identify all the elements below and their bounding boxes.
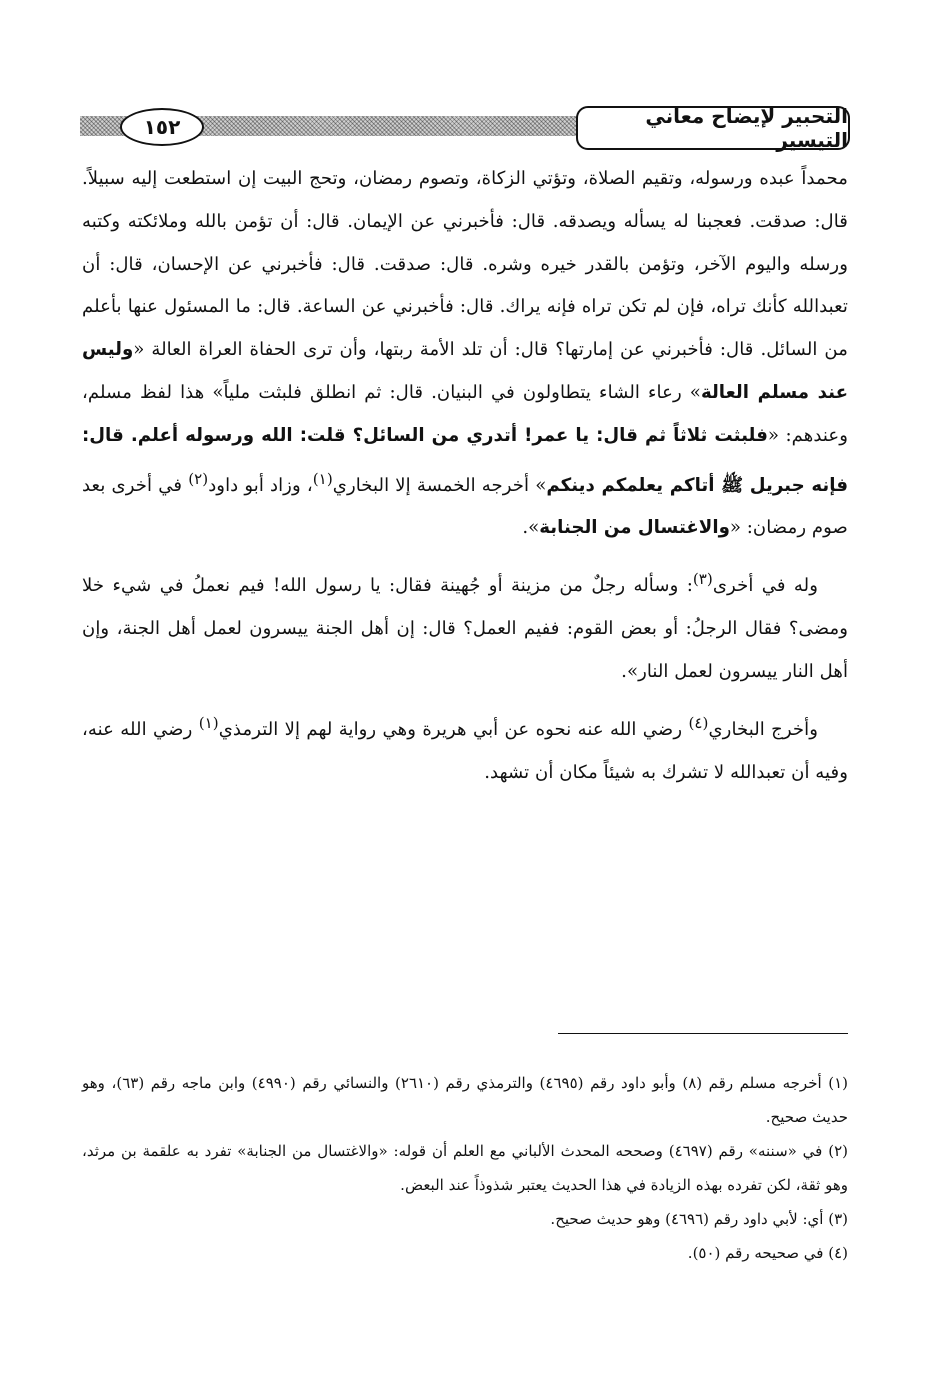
footnote-4: (٤) في صحيحه رقم (٥٠).	[687, 1244, 848, 1262]
text-segment: في أخرى بعد صوم رمضان: «	[82, 474, 848, 539]
bold-segment: والاغتسال من الجنابة	[539, 517, 730, 539]
page-header	[80, 104, 850, 152]
paragraph-3	[82, 702, 848, 795]
footnote-ref: (٤)	[688, 713, 709, 732]
paragraph-2	[82, 558, 848, 693]
text-segment: رضي الله عنه نحوه عن أبي هريرة وهي رواية لهم إلا الترمذي	[218, 718, 689, 740]
text-segment: وأخرج البخاري	[708, 718, 818, 740]
book-title: التحبير لإيضاح معاني التيسير	[576, 106, 850, 150]
footnote-1: (١) أخرجه مسلم رقم (٨) وأبو داود رقم (٤٦٩٥) والترمذي رقم (٢٦١٠) والنسائي رقم (٤٩٩٠) وابن ماجه رقم (٦٣)، وهو حديث صحيح.	[82, 1074, 848, 1126]
text-segment: » أخرجه الخمسة إلا البخاري	[332, 474, 547, 496]
footnotes	[82, 1066, 848, 1270]
footnote-2: (٢) في «سننه» رقم (٤٦٩٧) وصححه المحدث الألباني مع العلم أن قوله: «والاغتسال من الجنابة» تفرد به علقمة بن مرثد، وهو ثقة، لكن تفرده بهذه الزيادة في هذا الحديث يعتبر شذوذاً عند البعض.	[82, 1142, 848, 1194]
bold-segment: وليس عند مسلم العالة	[82, 339, 848, 403]
footnote-ref: (١)	[198, 713, 219, 732]
footnote-separator	[558, 1033, 848, 1034]
text-segment: ، وزاد أبو داود	[208, 474, 313, 496]
footnote-ref: (١)	[312, 469, 333, 488]
paragraph-1	[82, 158, 848, 550]
text-segment: ».	[522, 517, 540, 539]
footnote-ref: (٣)	[692, 570, 713, 589]
footnote-ref: (٢)	[188, 469, 209, 488]
text-segment: وله في أخرى	[712, 575, 818, 597]
page-number: ١٥٢	[120, 108, 204, 146]
text-segment: : وسأله رجلٌ من مزينة أو جُهينة فقال: يا رسول الله! فيم نعملُ في شيء خلا ومضى؟ فقال الرجلُ: أو بعض القوم: ففيم العمل؟ قال: إن أهل الجنة ييسرون لعمل أهل الجنة، وإن أهل النار ييسرون لعمل النار».	[82, 575, 848, 682]
bold-segment: فلبثت ثلاثاً ثم قال: يا عمر! أتدري من السائل؟ قلت: الله ورسوله أعلم. قال: فإنه جبريل ﷺ أتاكم يعلمكم دينكم	[82, 424, 848, 496]
main-text	[82, 158, 848, 794]
footnote-3: (٣) أي: لأبي داود رقم (٤٦٩٦) وهو حديث صحيح.	[550, 1210, 848, 1228]
text-segment: » رعاء الشاء يتطاولون في البنيان. قال: ثم انطلق فلبثت ملياً» هذا لفظ مسلم، وعندهم: «	[82, 381, 848, 446]
text-segment: محمداً عبده ورسوله، وتقيم الصلاة، وتؤتي الزكاة، وتصوم رمضان، وتحج البيت إن استطعت إليه سبيلاً. قال: صدقت. فعجبنا له يسأله ويصدقه. قال: فأخبرني عن الإيمان. قال: أن تؤمن بالله وملائكته وكتبه ورسله واليوم الآخر، وتؤمن بالقدر خيره وشره. قال: صدقت. قال: فأخبرني عن الإحسان، قال: أن تعبدالله كأنك تراه، فإن لم تكن تراه فإنه يراك. قال: فأخبرني عن الساعة. قال: ما المسئول عنها بأعلم من السائل. قال: فأخبرني عن إمارتها؟ قال: أن تلد الأمة ربتها، وأن ترى الحفاة العراة العالة «	[82, 168, 848, 361]
text-segment: رضي الله عنه، وفيه أن تعبدالله لا تشرك به شيئاً مكان أن تشهد.	[82, 718, 848, 783]
